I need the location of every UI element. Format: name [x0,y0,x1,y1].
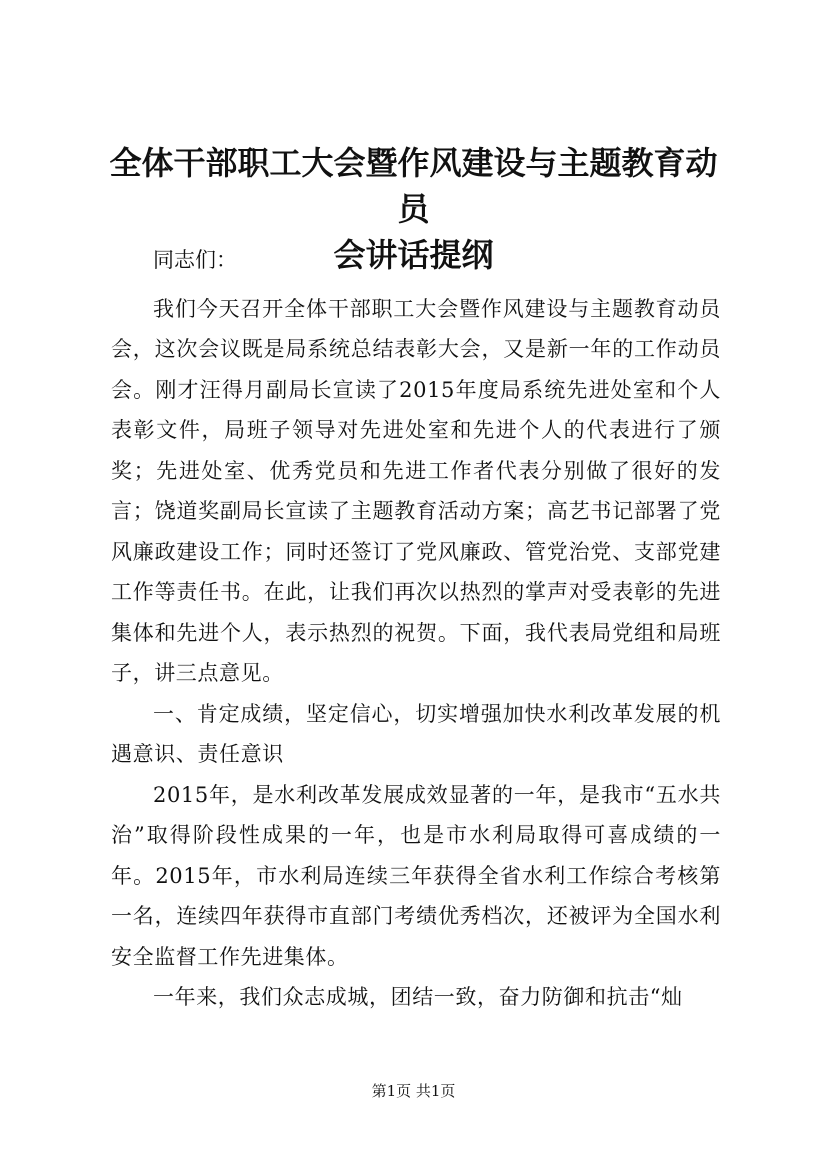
title-line-1: 全体干部职工大会暨作风建设与主题教育动员 [109,144,718,228]
section-heading-1: 一、肯定成绩，坚定信心，切实增强加快水利改革发展的机遇意识、责任意识 [111,701,721,766]
paragraph-opening: 我们今天召开全体干部职工大会暨作风建设与主题教育动员会，这次会议既是局系统总结表彰大会，又是新一年的工作动员会。刚才汪得月副局长宣读了2015年度局系统先进处室和个人表彰文件，局班子领导对先进处室和先进个人的代表进行了颁奖；先进处室、优秀党员和先进工作者代表分别做了很好的发言；饶道奖副局长宣读了主题教育活动方案；高艺书记部署了党风廉政建设工作；同时还签订了党风廉政、管党治党、支部党建工作等责任书。在此，让我们再次以热烈的掌声对受表彰的先进集体和先进个人，表示热烈的祝贺。下面，我代表局党组和局班子，讲三点意见。 [111,296,721,685]
paragraph-achievements: 2015年，是水利改革发展成效显著的一年，是我市“五水共治”取得阶段性成果的一年，也是市水利局取得可喜成绩的一年。2015年，市水利局连续三年获得全省水利工作综合考核第一名，连续四年获得市直部门考绩优秀档次，还被评为全国水利安全监督工作先进集体。 [111,782,721,969]
title-line-2: 会讲话提纲 [333,236,494,274]
paragraph-year-review: 一年来，我们众志成城，团结一致，奋力防御和抗击“灿 [153,985,683,1009]
salutation: 同志们： [153,248,237,272]
document-body [111,240,721,1018]
page-footer: 第1页 共1页 [371,1082,456,1100]
